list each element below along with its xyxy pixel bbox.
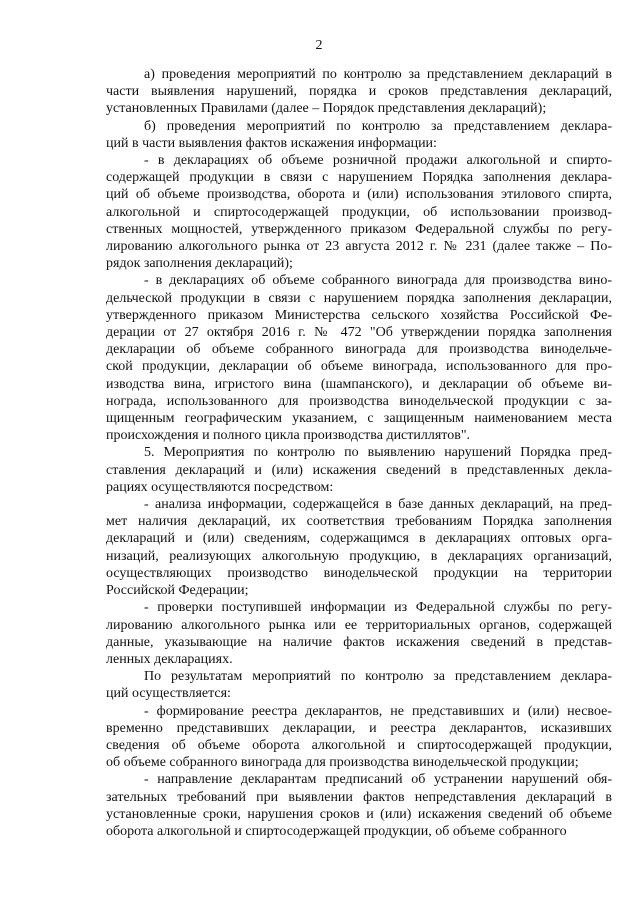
text-line: лированию алкогольного рынка от 23 августа 2012 г. № 231 (далее также – По- — [106, 239, 612, 255]
text-line: установленные сроки, нарушения сроков и (или) искажения сведений об объеме — [106, 806, 612, 822]
text-line: дельческой продукции в связи с нарушением порядка заполнения декларации, — [106, 290, 612, 306]
text-line: - проверки поступившей информации из Федеральной службы по регу- — [144, 600, 612, 616]
text-line: ставления деклараций и (или) искажения сведений в представленных декла- — [106, 462, 612, 478]
text-line: рядок заполнения деклараций); — [106, 256, 293, 272]
text-line: низаций, реализующих алкогольную продукцию, в декларациях организаций, — [106, 548, 612, 564]
text-line: - в декларациях об объеме розничной продажи алкогольной и спирто- — [144, 153, 612, 169]
text-line: изводства вина, игристого вина (шампанского), и декларации об объеме ви- — [106, 376, 612, 392]
text-line: деклараций и (или) сведениям, содержащимся в декларациях оптовых орга- — [106, 531, 612, 547]
text-line: ленных декларациях. — [106, 651, 233, 667]
page-number: 2 — [315, 38, 323, 53]
text-line: - направление декларантам предписаний об устранении нарушений обя- — [144, 772, 612, 788]
text-line: декларации об объеме собранного винограда для производства винодельче- — [106, 342, 612, 358]
document-body — [106, 66, 612, 840]
text-line: - анализа информации, содержащейся в базе данных деклараций, на пред- — [144, 497, 612, 513]
paragraph — [106, 703, 612, 772]
text-line: рациях осуществляются посредством: — [106, 479, 334, 495]
paragraph — [106, 771, 612, 840]
text-line: происхождения и полного цикла производства дистиллятов". — [106, 428, 471, 444]
text-line: зательных требований при выявлении фактов непредставления деклараций в — [106, 789, 612, 805]
text-line: а) проведения мероприятий по контролю за представлением деклараций в — [144, 67, 612, 82]
paragraph — [106, 496, 612, 599]
text-line: об объеме собранного винограда для производства винодельческой продукции; — [106, 755, 579, 771]
text-line: По результатам мероприятий по контролю за представлением деклара- — [144, 669, 612, 685]
text-line: щищенным географическим указанием, с защищенным наименованием места — [106, 411, 612, 427]
text-line: Российской Федерации; — [106, 583, 249, 599]
paragraph — [106, 444, 612, 496]
paragraph — [106, 66, 612, 118]
text-line: дерации от 27 октября 2016 г. № 472 "Об утверждении порядка заполнения — [106, 325, 612, 341]
text-line: ций в части выявления фактов искажения информации: — [106, 135, 437, 151]
text-line: 5. Мероприятия по контролю по выявлению нарушений Порядка пред- — [144, 445, 612, 461]
text-line: ций осуществляется: — [106, 686, 231, 702]
text-line: ской продукции, декларации об объеме винограда, использованного для про- — [106, 359, 612, 375]
text-line: нограда, использованного для производства винодельческой продукции с за- — [106, 393, 612, 409]
text-line: ственных мощностей, утвержденного приказом Федеральной службы по регу- — [106, 221, 612, 237]
text-line: - в декларациях об объеме собранного винограда для производства вино- — [144, 273, 612, 289]
text-line: утвержденного приказом Министерства сельского хозяйства Российской Фе- — [106, 307, 612, 323]
paragraph — [106, 272, 612, 444]
text-line: б) проведения мероприятий по контролю за представлением деклара- — [144, 118, 612, 134]
text-line: - формирование реестра декларантов, не представивших и (или) несвое- — [144, 703, 612, 719]
text-line: временно представивших декларации, и реестра декларантов, исказивших — [106, 720, 612, 736]
text-line: данные, указывающие на наличие фактов искажения сведений в представ- — [106, 634, 612, 650]
text-line: установленных Правилами (далее – Порядок представления деклараций); — [106, 101, 547, 117]
paragraph — [106, 118, 612, 152]
text-line: части выявления нарушений, порядка и сроков представления деклараций, — [106, 84, 612, 100]
text-line: лированию алкогольного рынка или ее территориальных органов, содержащей — [106, 617, 612, 633]
text-line: оборота алкогольной и спиртосодержащей продукции, об объеме собранного — [106, 823, 567, 839]
text-line: осуществляющих производство винодельческой продукции на территории — [106, 565, 612, 581]
text-line: мет наличия деклараций, их соответствия требованиям Порядка заполнения — [106, 514, 612, 530]
text-line: содержащей продукции в связи с нарушением Порядка заполнения деклара- — [106, 170, 612, 186]
text-line: сведения об объеме оборота алкогольной и спиртосодержащей продукции, — [106, 737, 612, 753]
paragraph — [106, 152, 612, 272]
paragraph — [106, 599, 612, 668]
text-line: ций об объеме производства, оборота и (или) использования этилового спирта, — [106, 187, 612, 203]
paragraph — [106, 668, 612, 702]
text-line: алкогольной и спиртосодержащей продукции, об использовании производ- — [106, 204, 612, 220]
